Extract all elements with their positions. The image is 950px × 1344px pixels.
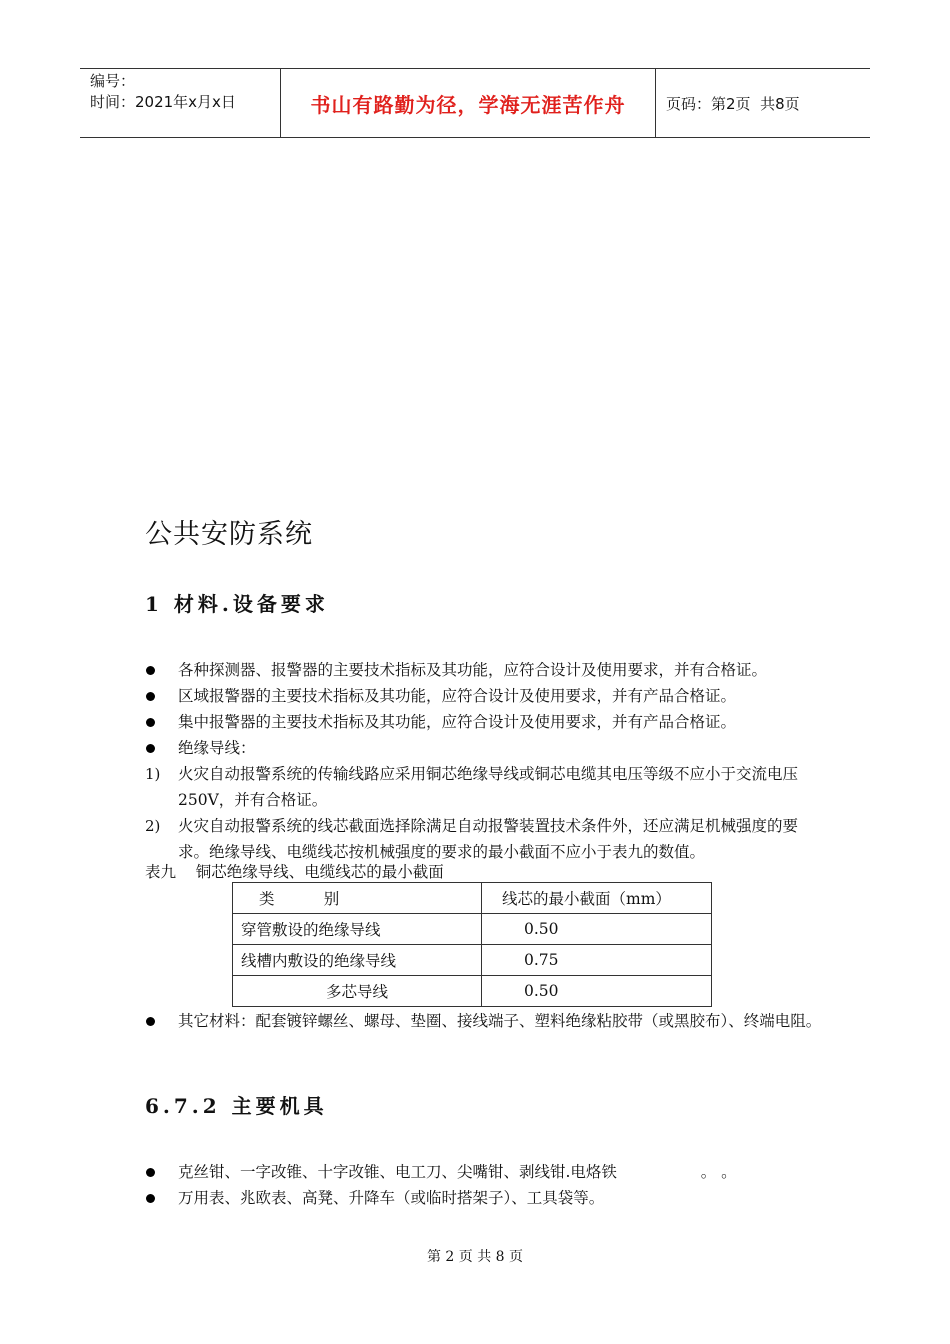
list-item-text: 万用表、兆欧表、高凳、升降车（或临时搭架子）、工具袋等。 bbox=[178, 1189, 605, 1207]
table-cell: 0.75 bbox=[482, 945, 712, 976]
list-item-text: 其它材料：配套镀锌螺丝、螺母、垫圈、接线端子、塑料绝缘粘胶带（或黑胶布）、终端电阻。 bbox=[178, 1012, 822, 1030]
numbered-item-text: 火灾自动报警系统的线芯截面选择除满足自动报警装置技术条件外，还应满足机械强度的要求。绝缘导线、电缆线芯按机械强度的要求的最小截面不应小于表九的数值。 bbox=[178, 817, 799, 861]
table-cell: 多芯导线 bbox=[233, 976, 482, 1007]
bullet-icon bbox=[145, 1008, 178, 1034]
list-item bbox=[145, 709, 825, 735]
wire-section-table bbox=[232, 882, 712, 1007]
list-item-text: 绝缘导线： bbox=[178, 739, 256, 757]
bullet-icon bbox=[145, 735, 178, 761]
table-cell: 穿管敷设的绝缘导线 bbox=[233, 914, 482, 945]
bullet-icon bbox=[145, 709, 178, 735]
document-title: 公共安防系统 bbox=[145, 519, 313, 550]
footer-page-number: 第 2 页 共 8 页 bbox=[426, 1249, 524, 1265]
header-meta bbox=[80, 69, 280, 137]
tools-list bbox=[145, 1159, 825, 1211]
table-header-cell: 线芯的最小截面（mm） bbox=[482, 883, 712, 914]
page-header bbox=[80, 68, 870, 138]
list-item-text: 克丝钳、一字改锥、十字改锥、电工刀、尖嘴钳、剥线钳.电烙铁 。 。 bbox=[178, 1163, 737, 1181]
section-heading-tools: 6.7.2 主要机具 bbox=[145, 1094, 328, 1118]
list-item bbox=[145, 735, 825, 761]
header-page-info bbox=[656, 69, 870, 137]
numbered-item-text: 火灾自动报警系统的传输线路应采用铜芯绝缘导线或铜芯电缆其电压等级不应小于交流电压250V，并有合格证。 bbox=[178, 765, 799, 809]
item-number: 1) bbox=[145, 765, 161, 783]
table-header-row bbox=[233, 883, 712, 914]
table-row bbox=[233, 945, 712, 976]
other-materials-list bbox=[145, 1008, 825, 1034]
number-label: 编号： bbox=[90, 72, 136, 90]
list-item bbox=[145, 657, 825, 683]
numbered-item bbox=[145, 761, 825, 813]
table-row bbox=[233, 914, 712, 945]
time-label: 时间：2021年x月x日 bbox=[90, 93, 236, 111]
list-item bbox=[145, 1185, 825, 1211]
page-info-text: 页码：第2页 共8页 bbox=[666, 94, 800, 113]
list-item bbox=[145, 1159, 825, 1185]
bullet-icon bbox=[145, 1159, 178, 1185]
page-footer bbox=[0, 1246, 950, 1266]
list-item-text: 各种探测器、报警器的主要技术指标及其功能，应符合设计及使用要求，并有合格证。 bbox=[178, 661, 768, 679]
table-caption bbox=[145, 860, 444, 882]
bullet-icon bbox=[145, 683, 178, 709]
list-item bbox=[145, 1008, 825, 1034]
table-row bbox=[233, 976, 712, 1007]
item-number: 2) bbox=[145, 817, 161, 835]
list-item-text: 集中报警器的主要技术指标及其功能，应符合设计及使用要求，并有产品合格证。 bbox=[178, 713, 737, 731]
table-cell: 线槽内敷设的绝缘导线 bbox=[233, 945, 482, 976]
numbered-item bbox=[145, 813, 825, 865]
table-cell: 0.50 bbox=[482, 914, 712, 945]
table-caption-text: 表九 铜芯绝缘导线、电缆线芯的最小截面 bbox=[145, 863, 444, 881]
table-cell: 0.50 bbox=[482, 976, 712, 1007]
bullet-icon bbox=[145, 1185, 178, 1211]
materials-list bbox=[145, 657, 825, 865]
list-item bbox=[145, 683, 825, 709]
list-item-text: 区域报警器的主要技术指标及其功能，应符合设计及使用要求，并有产品合格证。 bbox=[178, 687, 737, 705]
header-motto: 书山有路勤为径，学海无涯苦作舟 bbox=[280, 69, 656, 137]
section-heading-materials: 1 材料.设备要求 bbox=[145, 592, 329, 616]
bullet-icon bbox=[145, 657, 178, 683]
table-header-cell: 类 别 bbox=[233, 883, 482, 914]
